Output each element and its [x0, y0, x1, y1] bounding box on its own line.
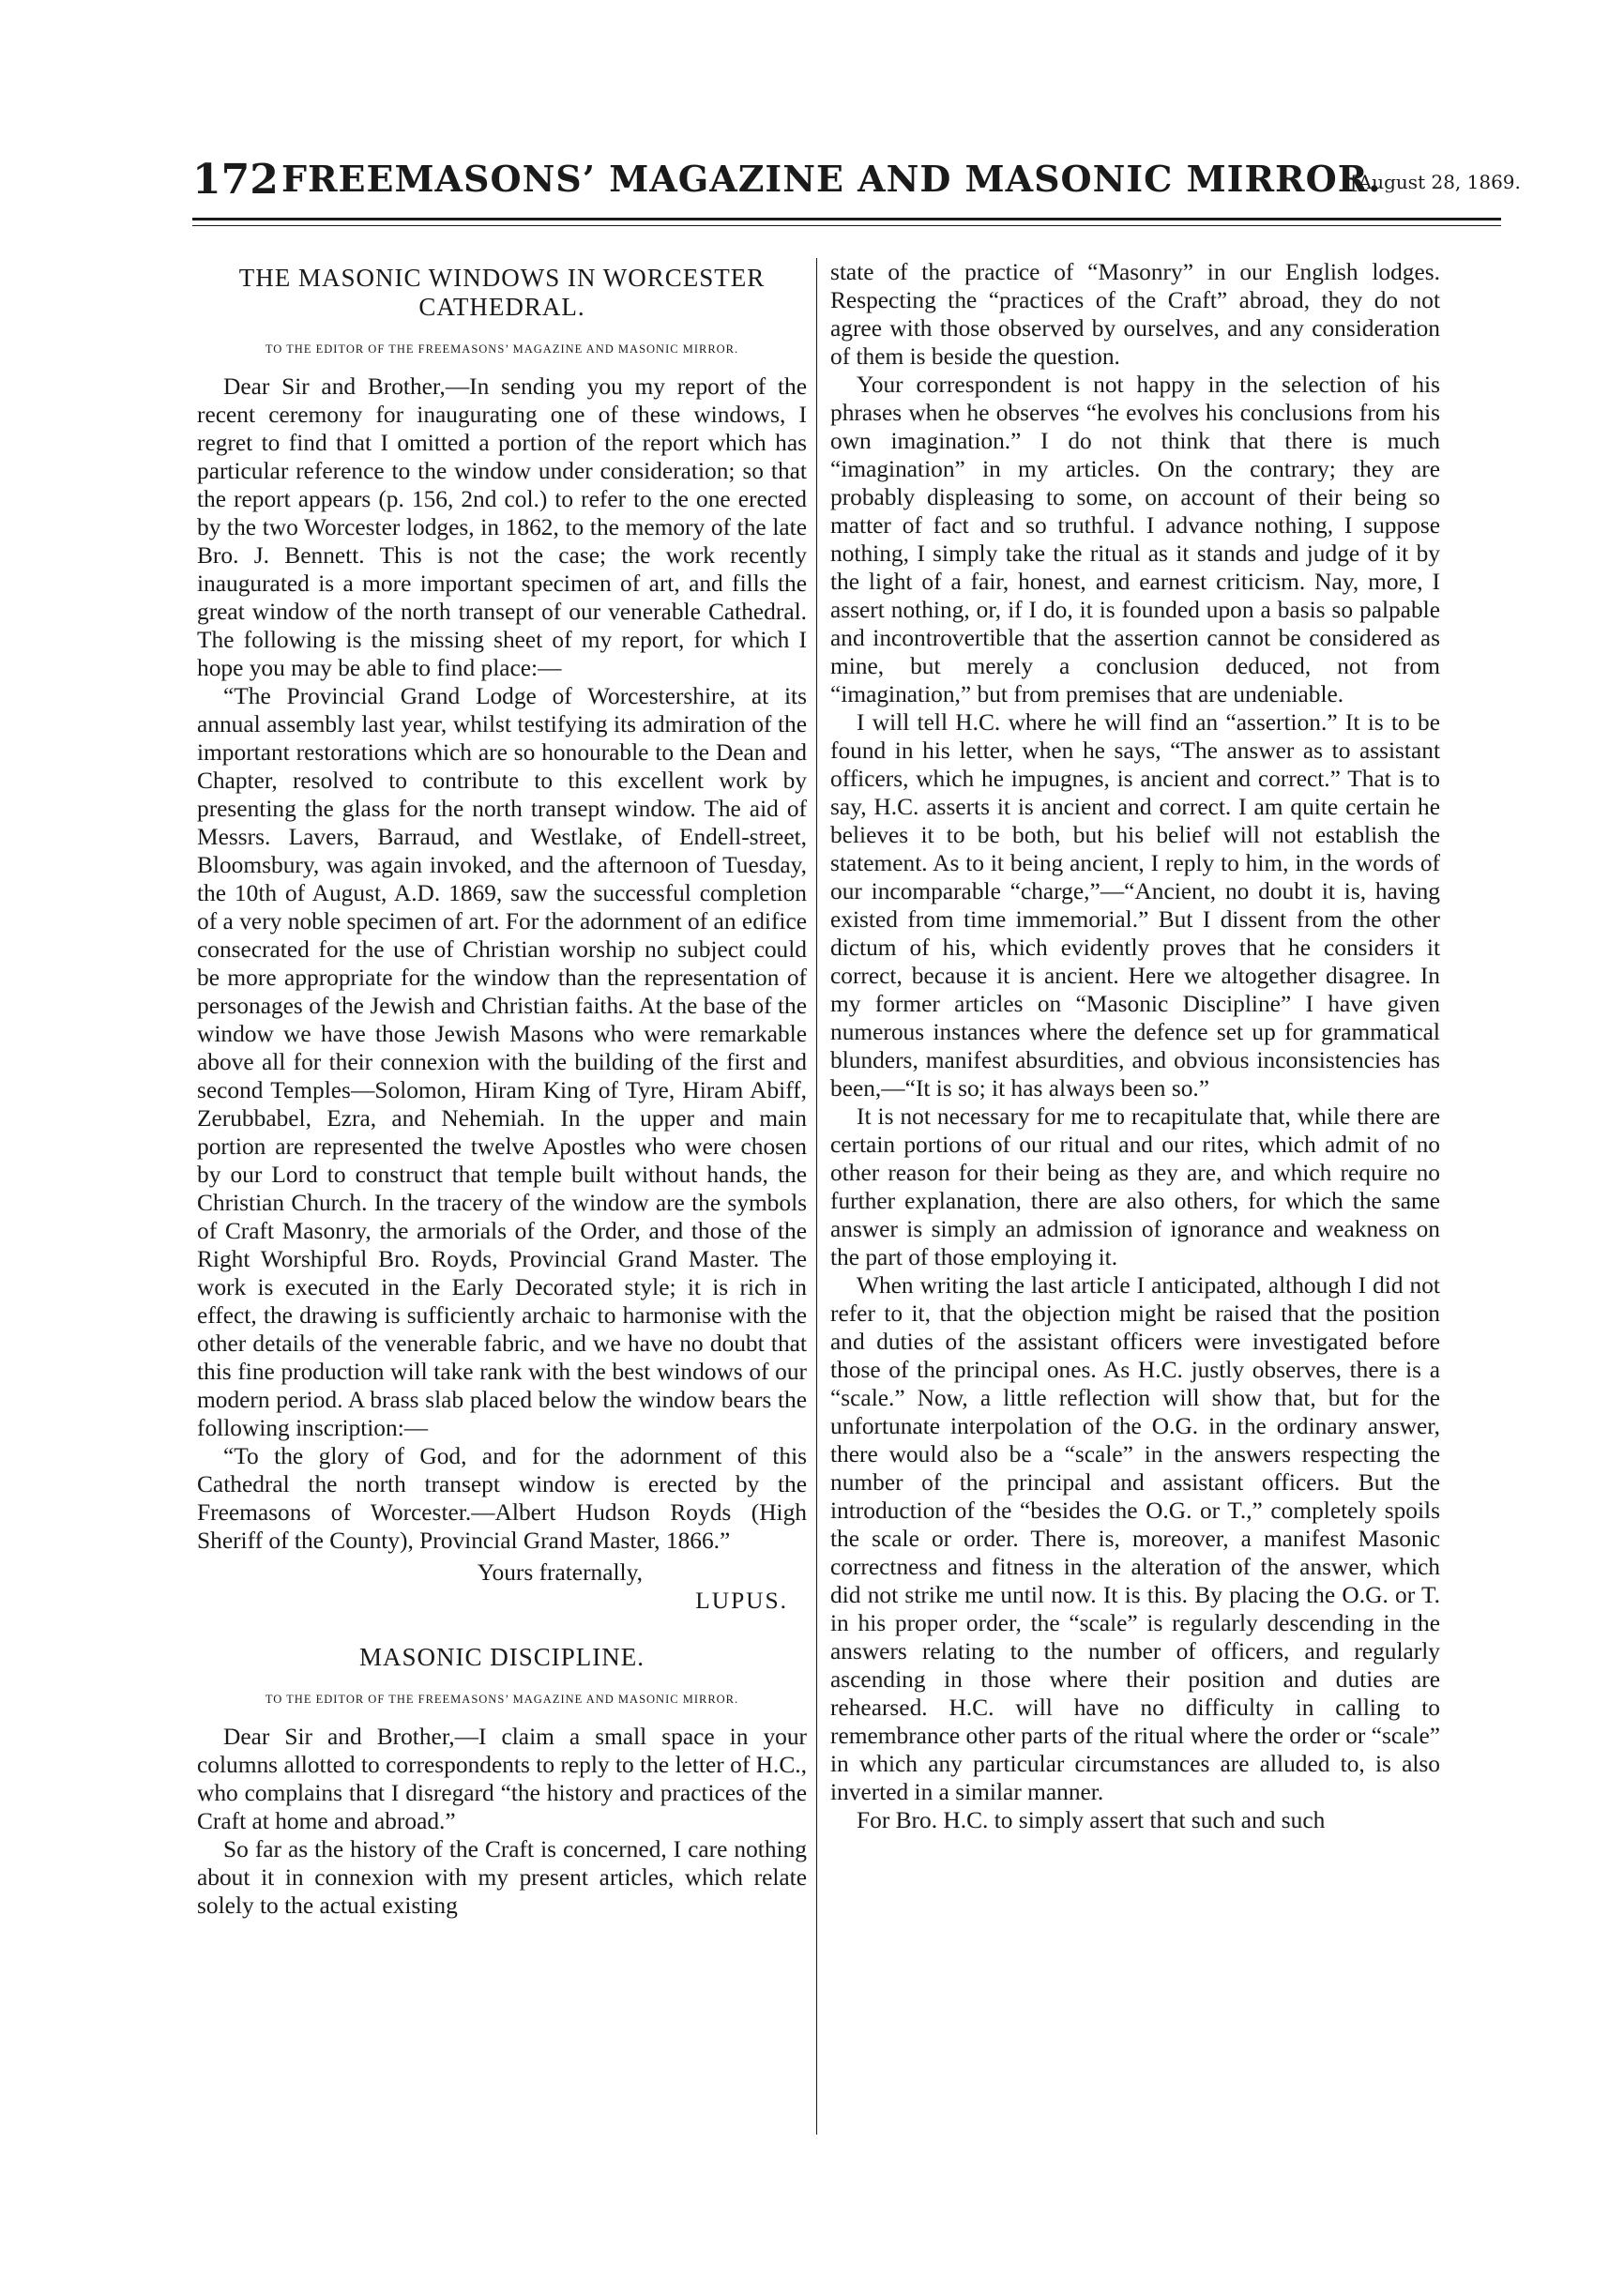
paragraph: “The Provincial Grand Lodge of Worcestershire, at its annual assembly last year, whilst testifying its admiration of the important restorations which are so honourable to the Dean and Chapter, resolved to contribute to this excellent work by presenting the glass for the north transept window. The aid of Messrs. Lavers, Barraud, and Westlake, of Endell-street, Bloomsbury, was again invoked, and the afternoon of Tuesday, the 10th of August, A.D. 1869, saw the successful completion of a very noble specimen of art. For the adornment of an edifice consecrated for the use of Christian worship no subject could be more appropriate for the window than the representation of personages of the Jewish and Christian faiths. At the base of the window we have those Jewish Masons who were remarkable above all for their connexion with the building of the first and second Temples—Solomon, Hiram King of Tyre, Hiram Abiff, Zerubbabel, Ezra, and Nehemiah. In the upper and main portion are represented the twelve Apostles who were chosen by our Lord to construct that temple built without hands, the Christian Church. In the tracery of the window are the symbols of Craft Masonry, the armorials of the Order, and those of the Right Worshipful Bro. Royds, Provincial Grand Master. The work is executed in the Early Decorated style; it is rich in effect, the drawing is sufficiently archaic to harmonise with the other details of the venerable fabric, and we have no doubt that this fine production will take rank with the best windows of our modern period. A brass slab placed below the window bears the following inscription:— — [197, 683, 807, 1441]
header-rule-thin — [192, 225, 1501, 226]
to-editor-line: TO THE EDITOR OF THE FREEMASONS’ MAGAZINE AND MASONIC MIRROR. — [265, 342, 739, 356]
to-editor-line: TO THE EDITOR OF THE FREEMASONS’ MAGAZINE AND MASONIC MIRROR. — [265, 1693, 739, 1706]
left-column — [197, 258, 807, 2135]
article-title-masonic-discipline: MASONIC DISCIPLINE. — [358, 1643, 645, 1671]
paragraph: I will tell H.C. where he will find an “assertion.” It is to be found in his letter, when he says, “The answer as to assistant officers, which he impugnes, is ancient and correct.” That is to say, H.C. asserts it is ancient and correct. I am quite certain he believes it to be both, but his belief will not establish the statement. As to it being ancient, I reply to him, in the words of our incomparable “charge,”—“Ancient, no doubt it is, having existed from time immemorial.” But I dissent from the other dictum of his, which evidently proves that he considers it correct, because it is ancient. Here we altogether disagree. In my former articles on “Masonic Discipline” I have given numerous instances where the defence set up for grammatical blunders, manifest absurdities, and obvious inconsistencies has been,—“It is so; it has always been so.” — [830, 709, 1440, 1102]
paragraph: When writing the last article I anticipated, although I did not refer to it, that the objection might be raised that the position and duties of the assistant officers were investigated before those of the principal ones. As H.C. justly observes, there is a “scale.” Now, a little reflection will show that, but for the unfortunate interpolation of the O.G. in the ordinary answer, there would also be a “scale” in the answers respecting the number of the principal and assistant officers. But the introduction of the “besides the O.G. or T.,” completely spoils the scale or order. There is, moreover, a manifest Masonic correctness and fitness in the alteration of the answer, which did not strike me until now. It is this. By placing the O.G. or T. in his proper order, the “scale” is regularly descending in the answers relating to the number of officers, and regularly ascending in those where their position and duties are rehearsed. H.C. will have no difficulty in calling to remembrance other parts of the ritual where the order or “scale” in which any particular circumstances are alluded to, is also inverted in a similar manner. — [830, 1272, 1440, 1805]
paragraph: It is not necessary for me to recapitulate that, while there are certain portions of our ritual and our rites, which admit of no other reason for their being as they are, and which require no further explanation, there are also others, for which the same answer is simply an admission of ignorance and weakness on the part of those employing it. — [830, 1103, 1440, 1270]
header-rule — [192, 218, 1501, 220]
paragraph: For Bro. H.C. to simply assert that such and such — [857, 1807, 1326, 1833]
issue-date: [August 28, 1869. — [1351, 171, 1521, 193]
closing-salutation: Yours fraternally, — [477, 1559, 643, 1586]
page-number: 172 — [192, 156, 279, 204]
paragraph: So far as the history of the Craft is concerned, I care nothing about it in connexion with my present articles, which relate solely to the actual existing — [197, 1836, 807, 1919]
right-column — [830, 258, 1440, 2135]
paragraph: Your correspondent is not happy in the selection of his phrases when he observes “he evolves his conclusions from his own imagination.” I do not think that there is much “imagination” in my articles. On the contrary; they are probably displeasing to some, on account of their being so matter of fact and so truthful. I advance nothing, I suppose nothing, I simply take the ritual as it stands and judge of it by the light of a fair, honest, and earnest criticism. Nay, more, I assert nothing, or, if I do, it is founded upon a basis so palpable and incontrovertible that the assertion cannot be considered as mine, but merely a conclusion deduced, not from “imagination,” but from premises that are undeniable. — [830, 372, 1440, 707]
paragraph: state of the practice of “Masonry” in our English lodges. Respecting the “practices of the Craft” abroad, they do not agree with those observed by ourselves, and any consideration of them is beside the question. — [830, 259, 1440, 370]
page-header — [192, 150, 1521, 216]
paragraph: Dear Sir and Brother,—In sending you my report of the recent ceremony for inaugurating one of these windows, I regret to find that I omitted a portion of the report which has particular reference to the window under consideration; so that the report appears (p. 156, 2nd col.) to refer to the one erected by the two Worcester lodges, in 1862, to the memory of the late Bro. J. Bennett. This is not the case; the work recently inaugurated is a more important specimen of art, and fills the great window of the north transept of our venerable Cathedral. The following is the missing sheet of my report, for which I hope you may be able to find place:— — [197, 373, 807, 681]
paragraph: “To the glory of God, and for the adornment of this Cathedral the north transept window is erected by the Freemasons of Worcester.—Albert Hudson Royds (High Sheriff of the County), Provincial Grand Master, 1866.” — [197, 1443, 807, 1554]
signature: LUPUS. — [695, 1588, 788, 1614]
magazine-title: FREEMASONS’ MAGAZINE AND MASONIC MIRROR. — [281, 158, 1382, 200]
column-divider — [816, 258, 817, 2135]
article-title-masonic-windows: THE MASONIC WINDOWS IN WORCESTER CATHEDRAL. — [238, 264, 766, 321]
paragraph: Dear Sir and Brother,—I claim a small space in your columns allotted to correspondents to reply to the letter of H.C., who complains that I disregard “the history and practices of the Craft at home and abroad.” — [197, 1724, 807, 1834]
